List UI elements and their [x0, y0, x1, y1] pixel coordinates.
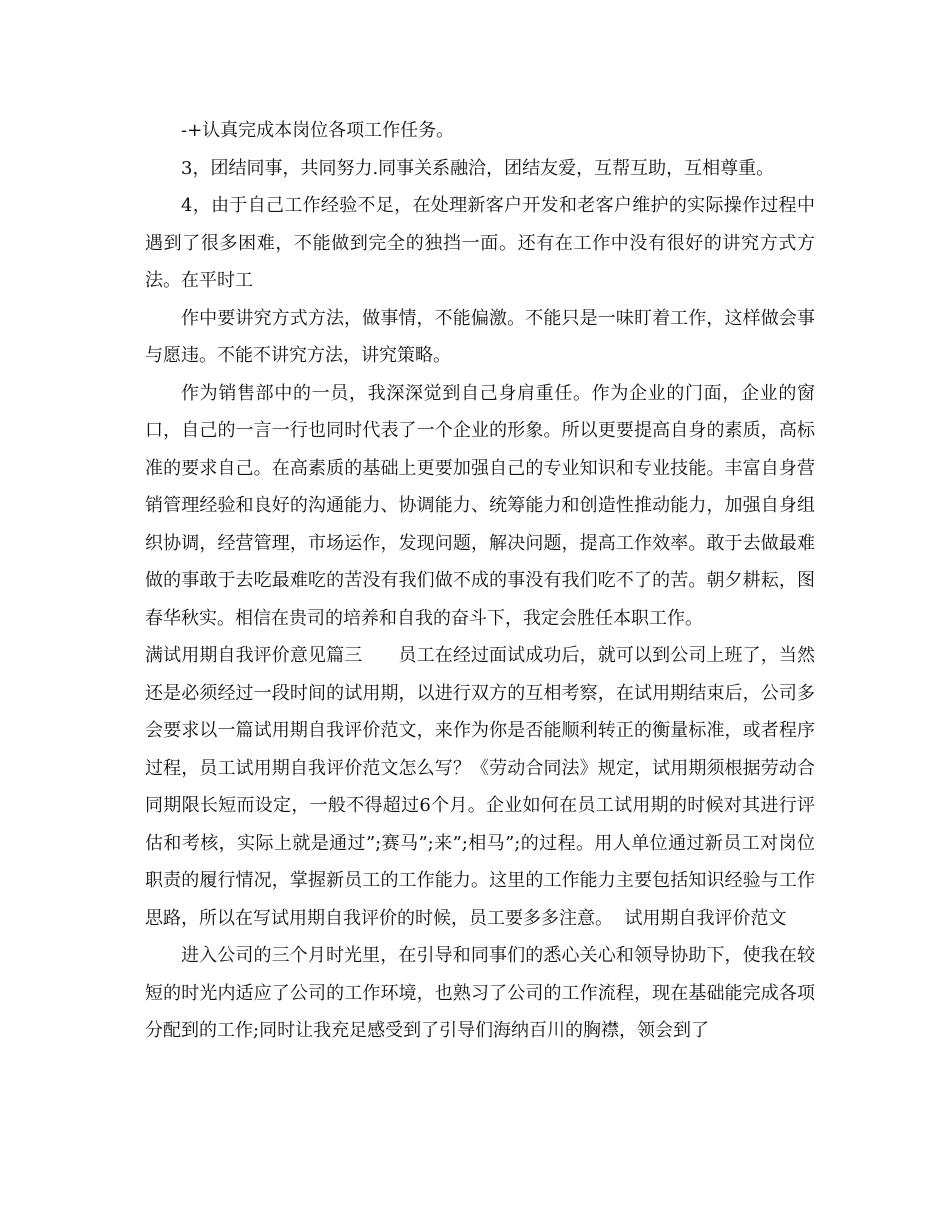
paragraph: 4，由于自己工作经验不足，在处理新客户开发和老客户维护的实际操作过程中遇到了很多困难，不能做到完全的独挡一面。还有在工作中没有很好的讲究方式方法。在平时工: [145, 195, 815, 291]
section-heading: 满试用期自我评价意见篇三: [145, 645, 363, 666]
section-paragraph: [145, 637, 815, 937]
paragraph: 作为销售部中的一员，我深深觉到自己身肩重任。作为企业的门面，企业的窗口，自己的一言一行也同时代表了一个企业的形象。所以更要提高自身的素质，高标准的要求自己。在高素质的基础上更要加强自己的专业知识和专业技能。丰富自身营销管理经验和良好的沟通能力、协调能力、统筹能力和创造性推动能力，加强自身组织协调，经营管理，市场运作，发现问题，解决问题，提高工作效率。敢于去做最难做的事敢于去吃最难吃的苦没有我们做不成的事没有我们吃不了的苦。朝夕耕耘，图春华秋实。相信在贵司的培养和自我的奋斗下，我定会胜任本职工作。: [145, 382, 815, 629]
document-body: [145, 112, 815, 1050]
paragraph: 作中要讲究方式方法，做事情，不能偏激。不能只是一味盯着工作，这样做会事与愿违。不能不讲究方法，讲究策略。: [145, 307, 815, 366]
paragraph: 进入公司的三个月时光里，在引导和同事们的悉心关心和领导协助下，使我在较短的时光内适应了公司的工作环境，也熟习了公司的工作流程，现在基础能完成各项分配到的工作;同时让我充足感受到了引导们海纳百川的胸襟，领会到了: [145, 945, 815, 1041]
section-body: 员工在经过面试成功后，就可以到公司上班了，当然还是必须经过一段时间的试用期，以进行双方的互相考察，在试用期结束后，公司多会要求以一篇试用期自我评价范文，来作为你是否能顺利转正的衡量标准，或者程序过程，员工试用期自我评价范文怎么写？《劳动合同法》规定，试用期须根据劳动合同期限长短而设定，一般不得超过6个月。企业如何在员工试用期的时候对其进行评估和考核，实际上就是通过”;赛马”;来”;相马”;的过程。用人单位通过新员工对岗位职责的履行情况，掌握新员工的工作能力。这里的工作能力主要包括知识经验与工作思路，所以在写试用期自我评价的时候，员工要多多注意。: [145, 645, 816, 929]
paragraph: 3，团结同事，共同努力.同事关系融洽，团结友爱，互帮互助，互相尊重。: [181, 157, 775, 179]
paragraph: -+认真完成本岗位各项工作任务。: [181, 120, 455, 141]
section-subheading: 试用期自我评价范文: [624, 907, 787, 929]
